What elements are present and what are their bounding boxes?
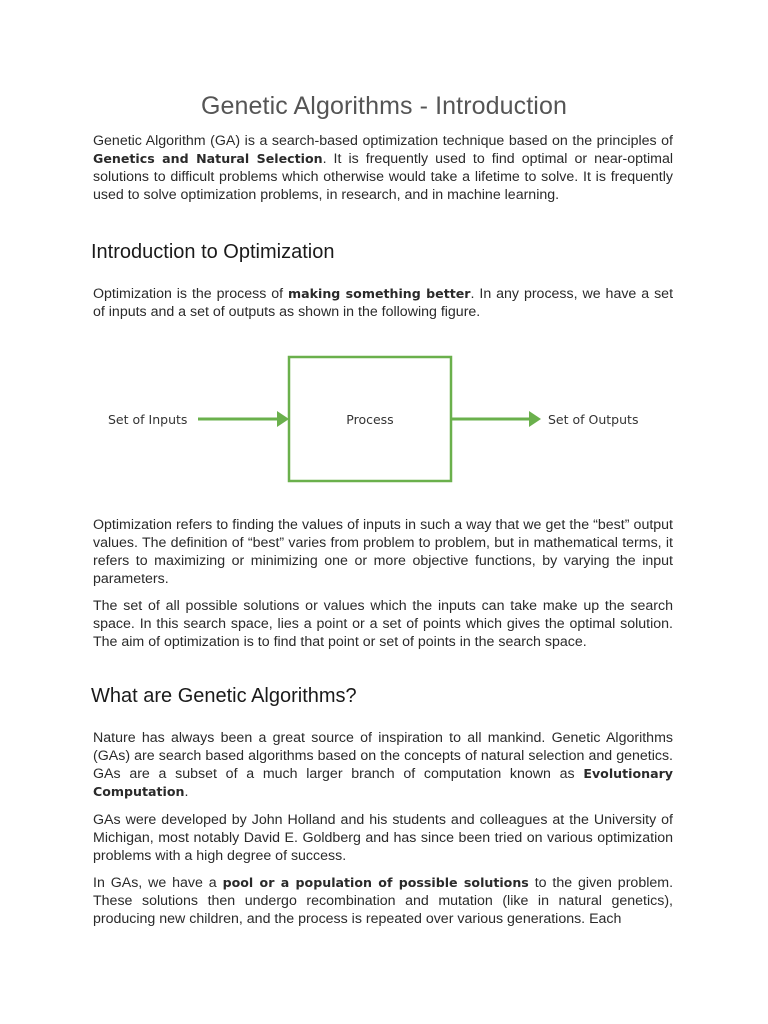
- ga-text-2: .: [184, 784, 189, 800]
- optimization-paragraph-3: The set of all possible solutions or values which the inputs can take make up the search space. In this search space, lies a point or a set of points which gives the optimal solution. The aim of optimization is to find that point or set of points in the search space.: [93, 598, 673, 650]
- ga-text-1: Nature has always been a great source of inspiration to all mankind. Genetic Algorithms (GAs) are search based algorithms based on the concepts of natural selection and genetics. GAs are a subset of a much larger branch of computation known as: [93, 730, 673, 782]
- optimization-paragraph-2: Optimization refers to finding the values of inputs in such a way that we get the “best” output values. The definition of “best” varies from problem to problem, but in mathematical terms, it refers to maximizing or minimizing one or more objective functions, by varying the input parameters.: [93, 517, 673, 587]
- input-label: Set of Inputs: [108, 412, 188, 427]
- optimization-text-1: Optimization is the process of: [93, 286, 288, 302]
- heading-introduction-to-optimization: Introduction to Optimization: [91, 241, 335, 263]
- output-arrow-head: [529, 411, 541, 427]
- ga-text-4: to the given problem. These solutions then undergo recombination and mutation (like in natural genetics), producing new children, and the process is repeated over various generations. Each: [93, 875, 674, 927]
- ga-text-3: In GAs, we have a: [93, 875, 223, 891]
- intro-text-2: . It is frequently used to find optimal or near-optimal solutions to difficult problems which otherwise would take a lifetime to solve. It is frequently used to solve optimization problems, in research, and in machine learning.: [93, 151, 673, 203]
- intro-text-1: Genetic Algorithm (GA) is a search-based optimization technique based on the principles of: [93, 133, 673, 149]
- process-figure: [93, 352, 673, 487]
- optimization-bold-term: making something better: [288, 286, 471, 301]
- ga-bold-term-1: Evolutionary Computation: [93, 766, 673, 799]
- intro-bold-term: Genetics and Natural Selection: [93, 151, 323, 166]
- ga-paragraph-1: [93, 729, 673, 801]
- optimization-text-2: . In any process, we have a set of inputs and a set of outputs as shown in the following figure.: [93, 286, 674, 320]
- optimization-paragraph-1: [93, 285, 673, 321]
- ga-paragraph-2: GAs were developed by John Holland and his students and colleagues at the University of Michigan, most notably David E. Goldberg and has since been tried on various optimization problems with a high degree of success.: [93, 812, 673, 864]
- page-title: Genetic Algorithms - Introduction: [201, 92, 567, 120]
- intro-paragraph: [93, 132, 673, 204]
- ga-bold-term-2: pool or a population of possible solutions: [222, 875, 529, 890]
- output-label: Set of Outputs: [548, 412, 639, 427]
- input-arrow-head: [277, 411, 289, 427]
- process-label: Process: [346, 412, 394, 427]
- ga-paragraph-3: [93, 874, 673, 928]
- process-diagram: [93, 352, 673, 487]
- heading-what-are-genetic-algorithms: What are Genetic Algorithms?: [91, 685, 357, 707]
